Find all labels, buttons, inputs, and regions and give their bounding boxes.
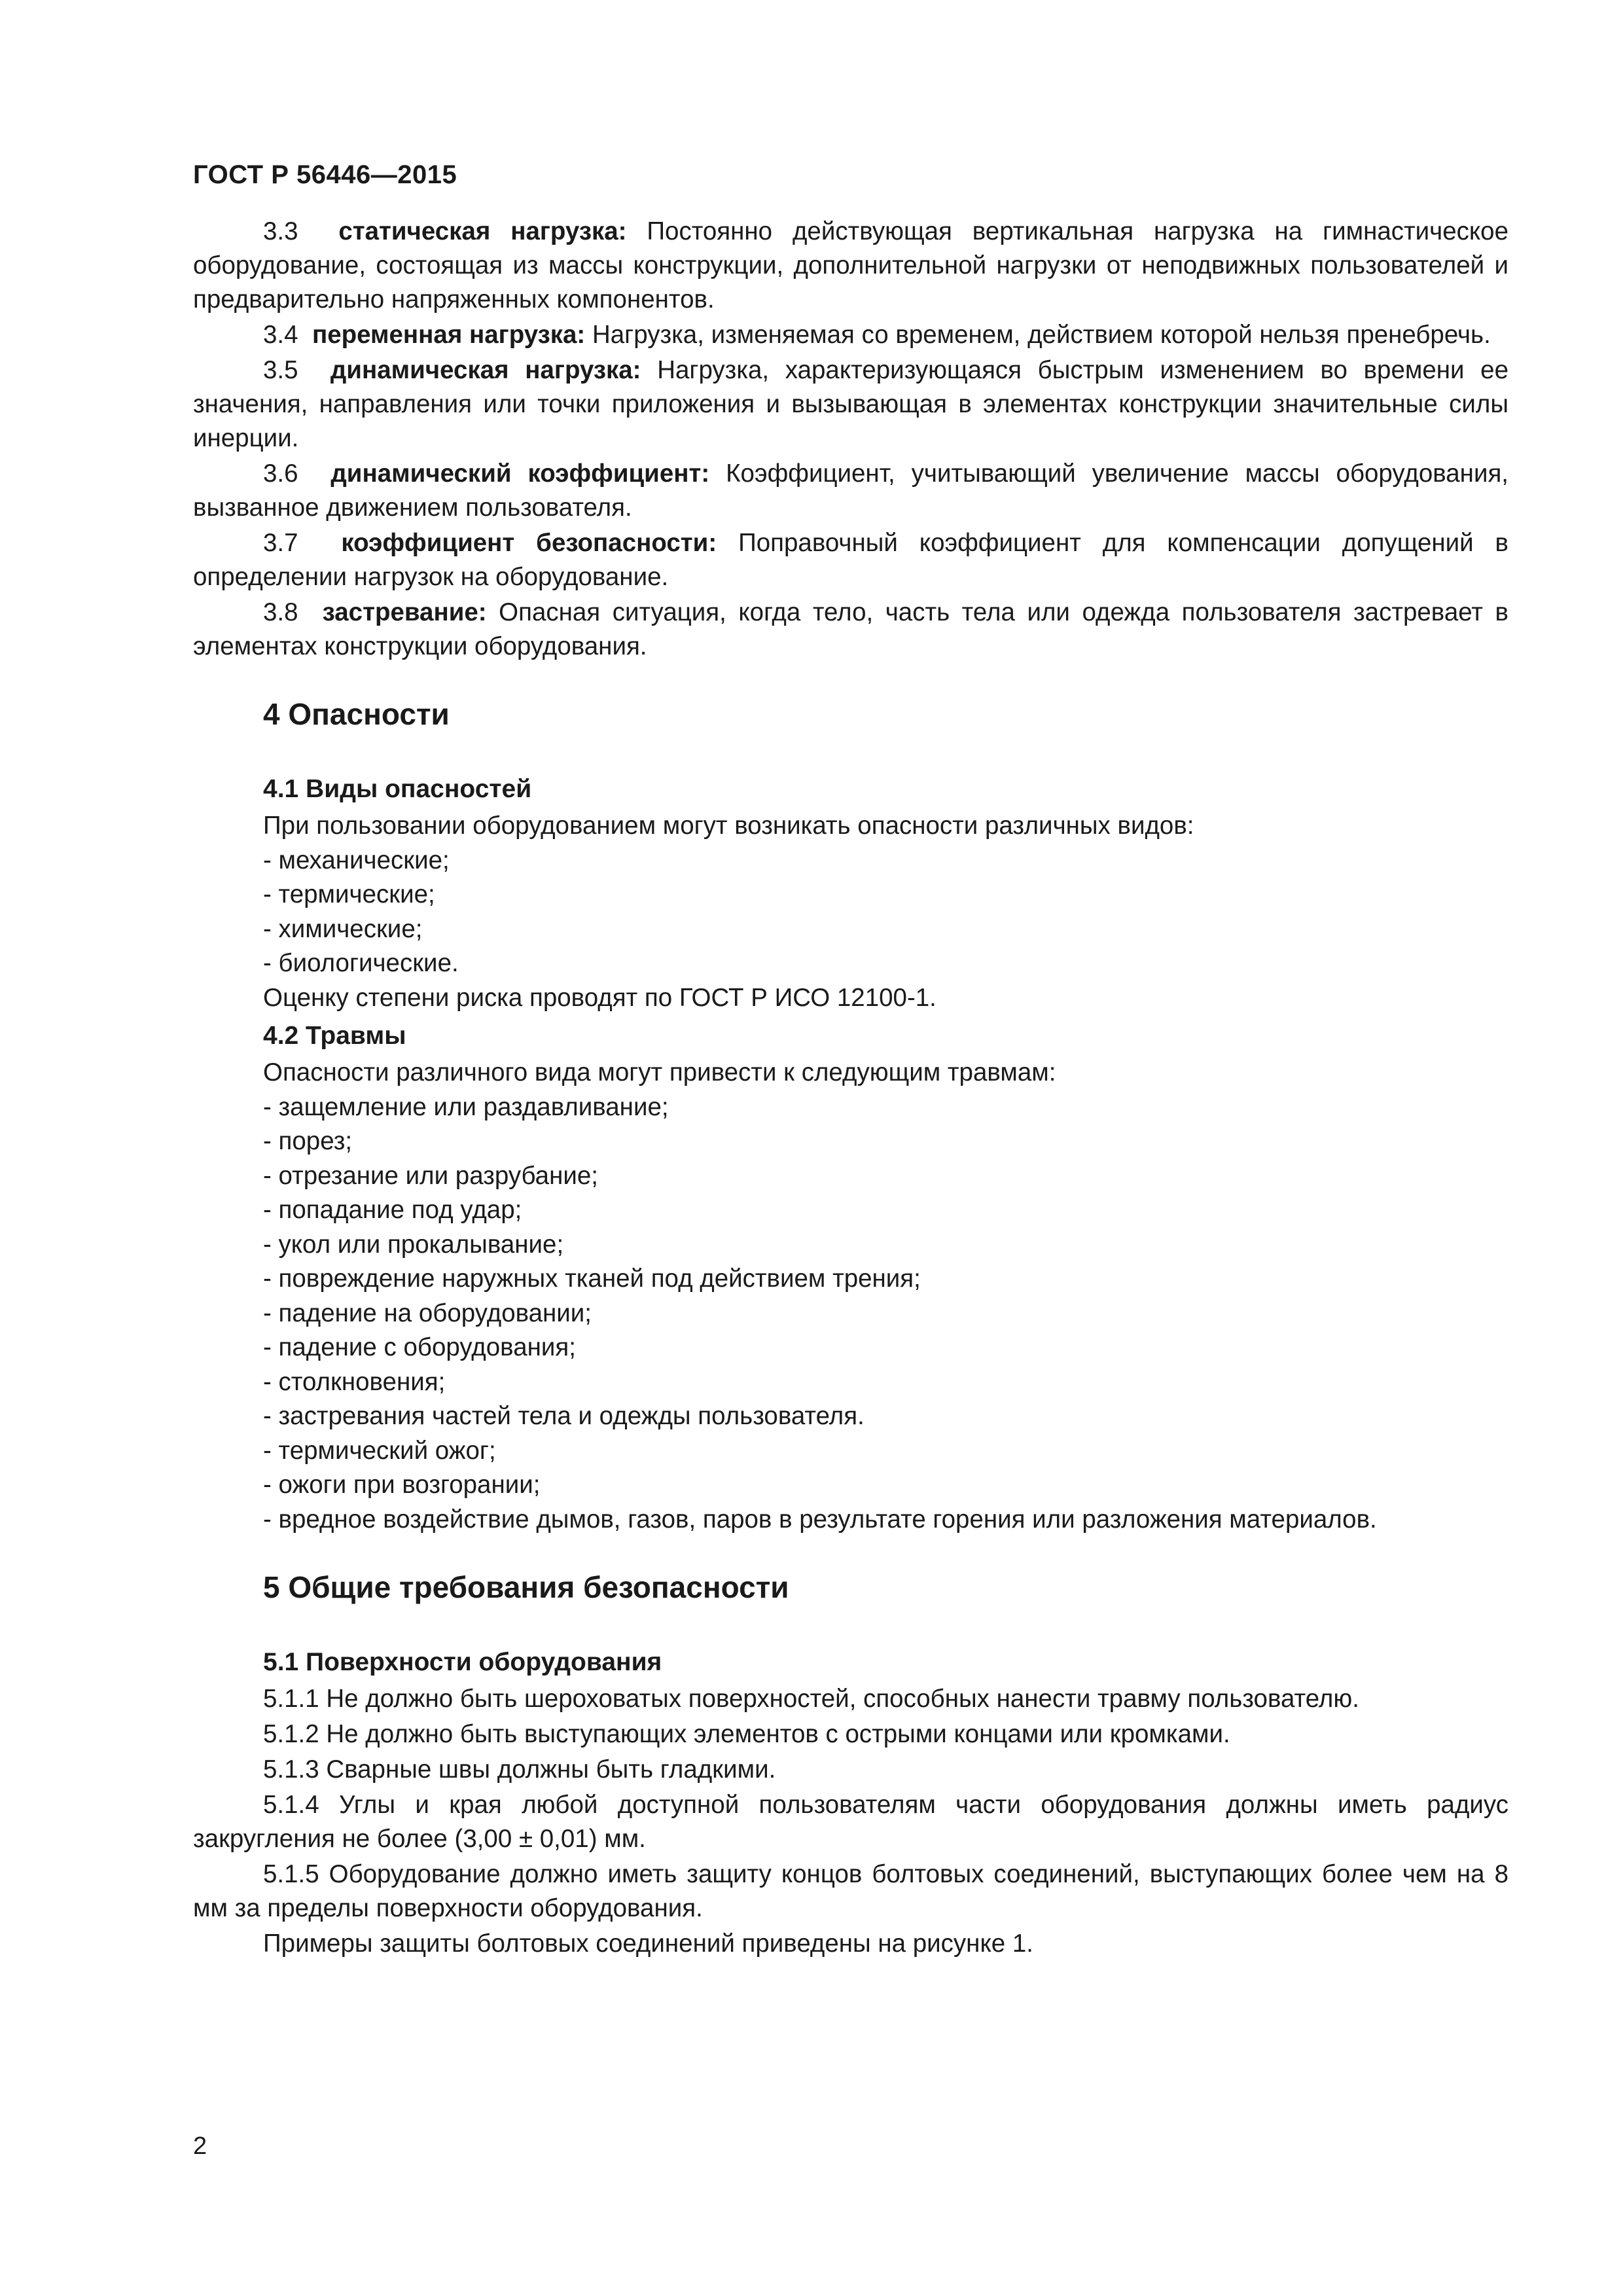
list-item: - защемление или раздавливание;: [263, 1092, 669, 1121]
list-item: - механические;: [263, 846, 450, 874]
list-item: - столкновения;: [263, 1367, 446, 1396]
definition-3-4: 3.4 переменная нагрузка: Нагрузка, изменяемая со временем, действием которой нельзя пренебречь.: [263, 321, 1491, 349]
standard-header: ГОСТ Р 56446—2015: [193, 160, 457, 189]
clause-5-1-1: 5.1.1 Не должно быть шероховатых поверхностей, способных нанести травму пользователю.: [263, 1685, 1359, 1713]
clause-5-1-5: 5.1.5 Оборудование должно иметь защиту концов болтовых соединений, выступающих более чем на 8 мм за пределы поверхности оборудования.: [193, 1860, 1508, 1922]
list-item: - порез;: [263, 1127, 353, 1155]
definition-term: коэффициент безопасности:: [341, 529, 717, 557]
list-item: - вредное воздействие дымов, газов, паров в результате горения или разложения материалов.: [263, 1505, 1377, 1534]
subsection-5-1-title: 5.1 Поверхности оборудования: [263, 1648, 662, 1676]
list-item: - падение на оборудовании;: [263, 1299, 592, 1327]
list-item: - попадание под удар;: [263, 1196, 522, 1224]
definition-term: переменная нагрузка:: [312, 321, 586, 349]
subsection-4-1-title: 4.1 Виды опасностей: [263, 775, 532, 803]
definitions-list: [193, 215, 1508, 664]
list-item: - ожоги при возгорании;: [263, 1471, 541, 1499]
figure-reference-note: Примеры защиты болтовых соединений приведены на рисунке 1.: [263, 1929, 1033, 1958]
subsection-4-2-intro: Опасности различного вида могут привести к следующим травмам:: [263, 1058, 1056, 1086]
page-number: 2: [193, 2132, 207, 2160]
definition-term: статическая нагрузка:: [338, 217, 627, 245]
definition-3-6: 3.6 динамический коэффициент: Коэффициент, учитывающий увеличение массы оборудования, вызванное движением пользователя.: [193, 459, 1508, 522]
clause-5-1-3: 5.1.3 Сварные швы должны быть гладкими.: [263, 1755, 776, 1784]
list-item: - отрезание или разрубание;: [263, 1161, 598, 1190]
list-item: - термический ожог;: [263, 1436, 496, 1465]
document-page: [193, 160, 1508, 1962]
section-5-title: 5 Общие требования безопасности: [263, 1570, 789, 1604]
clause-5-1-4: 5.1.4 Углы и края любой доступной пользователям части оборудования должны иметь радиус закругления не более (3,00 ± 0,01) мм.: [193, 1791, 1508, 1853]
subsection-4-1-outro: Оценку степени риска проводят по ГОСТ Р ИСО 12100-1.: [263, 983, 936, 1012]
definition-3-7: 3.7 коэффициент безопасности: Поправочный коэффициент для компенсации допущений в определении нагрузок на оборудование.: [193, 529, 1508, 591]
list-item: - биологические.: [263, 949, 459, 977]
definition-3-3: 3.3 статическая нагрузка: Постоянно действующая вертикальная нагрузка на гимнастическое оборудование, состоящая из массы конструкции, дополнительной нагрузки от неподвижных пользователей и предварительно напряженных компонентов.: [193, 217, 1508, 314]
clause-5-1-2: 5.1.2 Не должно быть выступающих элементов с острыми концами или кромками.: [263, 1720, 1230, 1748]
subsection-4-1-intro: При пользовании оборудованием могут возникать опасности различных видов:: [263, 812, 1194, 840]
definition-3-5: 3.5 динамическая нагрузка: Нагрузка, характеризующаяся быстрым изменением во времени ее значения, направления или точки приложения и вызывающая в элементах конструкции значительные силы инерции.: [193, 356, 1509, 452]
list-item: - падение с оборудования;: [263, 1333, 576, 1361]
section-4-title: 4 Опасности: [263, 697, 450, 731]
list-item: - химические;: [263, 914, 423, 943]
list-item: - укол или прокалывание;: [263, 1230, 564, 1259]
definition-term: застревание:: [322, 598, 487, 626]
subsection-4-2-title: 4.2 Травмы: [263, 1022, 406, 1050]
definition-3-8: 3.8 застревание: Опасная ситуация, когда тело, часть тела или одежда пользователя застревает в элементах конструкции оборудования.: [193, 598, 1508, 660]
list-item: - застревания частей тела и одежды пользователя.: [263, 1402, 865, 1430]
definition-term: динамическая нагрузка:: [330, 356, 641, 384]
list-item: - повреждение наружных тканей под действием трения;: [263, 1265, 921, 1293]
definition-term: динамический коэффициент:: [330, 459, 710, 488]
list-item: - термические;: [263, 880, 435, 908]
